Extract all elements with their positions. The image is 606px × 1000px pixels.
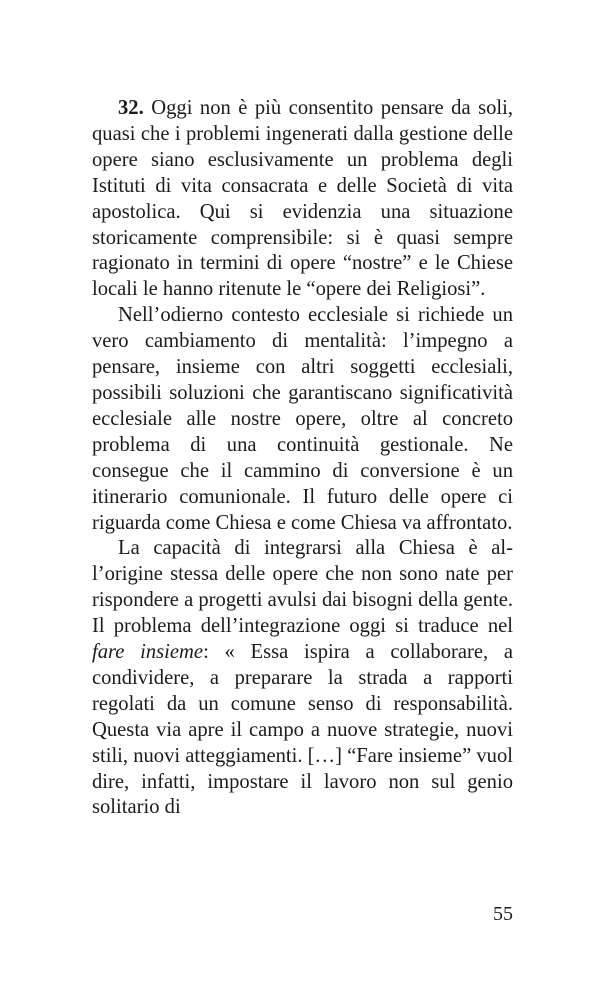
paragraph [92, 303, 513, 536]
paragraph-text: Oggi non è più consentito pensare da soli, quasi che i problemi ingenerati dalla gestione delle opere siano esclusivamente un problema degli Istituti di vita consacrata e delle Società di vita apostolica. Qui si evidenzia una situazione storicamente comprensibile: si è quasi sempre ragionato in termini di opere “nostre” e le Chiese locali le hanno ritenute le “opere dei Religiosi”. [92, 97, 513, 301]
paragraph-32 [92, 96, 513, 303]
paragraph-text: : « Essa ispira a collaborare, a condividere, a preparare la strada a rapporti regolati da un comune senso di responsabilità. Questa via apre il campo a nuove strategie, nuovi stili, nuovi atteggiamenti. […] “Fare insieme” vuol dire, infatti, impostare il lavoro non sul genio solitario di [92, 641, 514, 819]
page-number: 55 [493, 903, 513, 925]
paragraph-text: La capacità di integrarsi alla Chiesa è al l’origine stessa delle opere che non sono nate per rispondere a progetti avulsi dai bisogni della gente. Il problema dell’integrazione oggi si traduce nel [92, 537, 513, 638]
paragraph-number: 32. [118, 97, 144, 119]
emphasized-phrase: fare insieme [92, 641, 204, 664]
paragraph-text: Nell’odierno contesto ecclesiale si richiede un vero cambiamento di mentalità: l’impegno a pensare, insieme con altri soggetti ecclesiali, possibili soluzioni che garantiscano significatività ecclesiale alle nostre opere, oltre al concreto problema di una continuità gestionale. Ne consegue che il cammino di conversione è un itinerario comunionale. Il futuro delle opere ci riguarda come Chiesa e come Chiesa va affrontato. [92, 304, 513, 534]
body-text [92, 96, 513, 821]
paragraph [92, 536, 513, 821]
